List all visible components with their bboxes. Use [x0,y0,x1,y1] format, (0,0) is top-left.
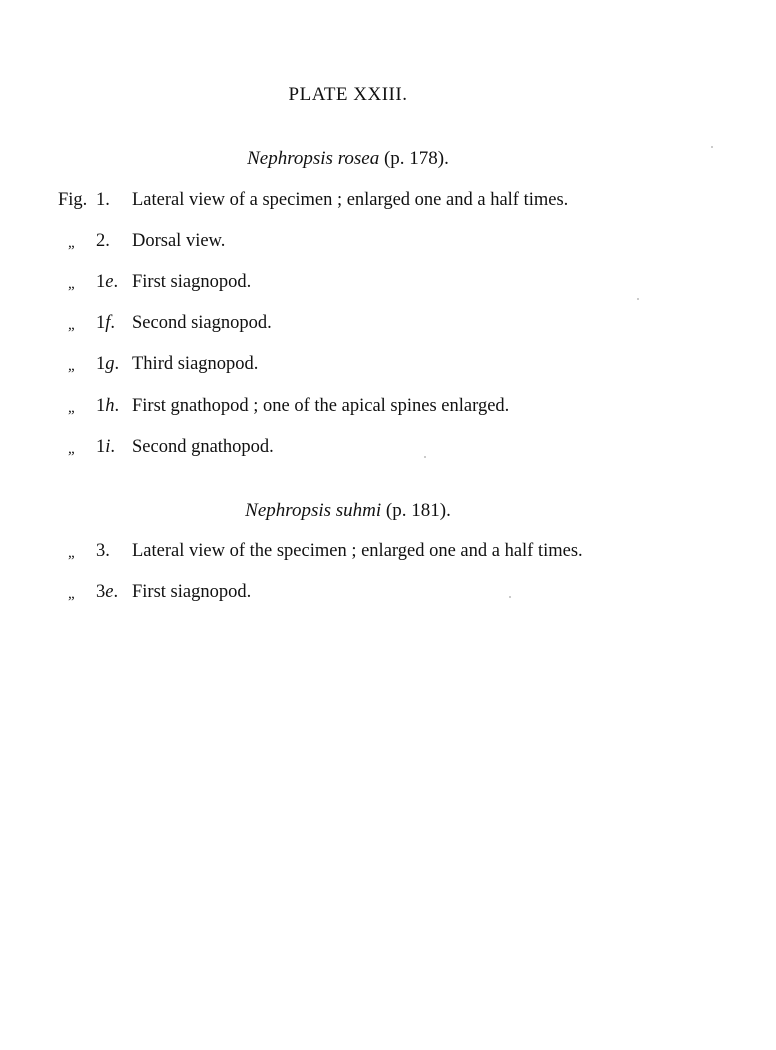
species-heading-rosea [0,148,696,170]
figure-number-suffix: . [110,313,116,333]
figure-description: First siagnopod. [132,582,252,602]
figure-ditto-mark: „ [68,586,75,602]
figure-number [96,190,128,211]
figure-number-digit: 1 [96,437,106,457]
figure-number-suffix: . [105,541,110,561]
figure-number-digit: 2 [96,231,106,251]
figure-number [96,582,128,603]
figure-ditto-mark: „ [68,441,75,457]
figure-number-suffix: . [113,582,119,602]
figure-number-letter: e [105,272,114,292]
figure-number-letter: h [105,396,115,416]
figure-number-suffix: . [105,231,110,251]
figure-number [96,313,128,334]
figure-ditto-mark: „ [68,545,75,561]
figure-description: Second gnathopod. [132,437,274,457]
figure-number [96,541,128,562]
paper-speck [509,596,511,598]
figure-description: First gnathopod ; one of the apical spines enlarged. [132,396,510,416]
plate-title: PLATE XXIII. [288,84,408,105]
paper-speck [637,298,639,300]
figure-number-digit: 3 [96,582,106,602]
figure-number [96,437,128,458]
figure-number-letter: e [105,582,114,602]
species-heading-suhmi [0,500,696,522]
figure-entry [0,190,700,214]
figure-description: Dorsal view. [132,231,226,251]
figure-number-suffix: . [110,437,116,457]
figure-entry [0,582,700,606]
figure-number-letter: g [105,354,115,374]
figure-number-digit: 1 [96,396,106,416]
figure-number-suffix: . [105,190,110,210]
figure-entry [0,354,700,378]
figure-number [96,272,128,293]
figure-number-digit: 1 [96,354,106,374]
figure-number-digit: 1 [96,190,106,210]
figure-description: Lateral view of the specimen ; enlarged one and a half times. [132,541,583,561]
species-page-ref: (p. 181). [385,500,451,521]
figure-number-suffix: . [114,396,120,416]
figure-number-digit: 1 [96,272,106,292]
figure-entry [0,437,700,461]
figure-number [96,354,128,375]
figure-entry [0,396,700,420]
paper-speck [711,146,713,148]
figure-entry [0,272,700,296]
figure-number-digit: 3 [96,541,106,561]
figure-number [96,396,128,417]
figure-number-suffix: . [114,354,120,374]
figure-entry [0,541,700,565]
figure-description: Lateral view of a specimen ; enlarged one and a half times. [132,190,569,210]
species-name: Nephropsis suhmi [245,500,382,521]
figure-entry [0,313,700,337]
species-name: Nephropsis rosea [247,148,380,169]
figure-ditto-mark: „ [68,235,75,251]
figure-ditto-mark: „ [68,276,75,292]
figure-ditto-mark: „ [68,358,75,374]
species-page-ref: (p. 178). [383,148,449,169]
figure-number [96,231,128,252]
figure-ditto-mark: „ [68,317,75,333]
figure-number-suffix: . [113,272,119,292]
figure-ditto-mark: „ [68,400,75,416]
figure-number-letter: i [105,437,111,457]
figure-description: Second siagnopod. [132,313,272,333]
figure-description: First siagnopod. [132,272,252,292]
paper-speck [424,456,426,458]
figure-entry [0,231,700,255]
figure-prefix: Fig. [58,190,88,210]
figure-number-digit: 1 [96,313,106,333]
figure-description: Third siagnopod. [132,354,259,374]
figure-number-letter: f [105,313,111,333]
